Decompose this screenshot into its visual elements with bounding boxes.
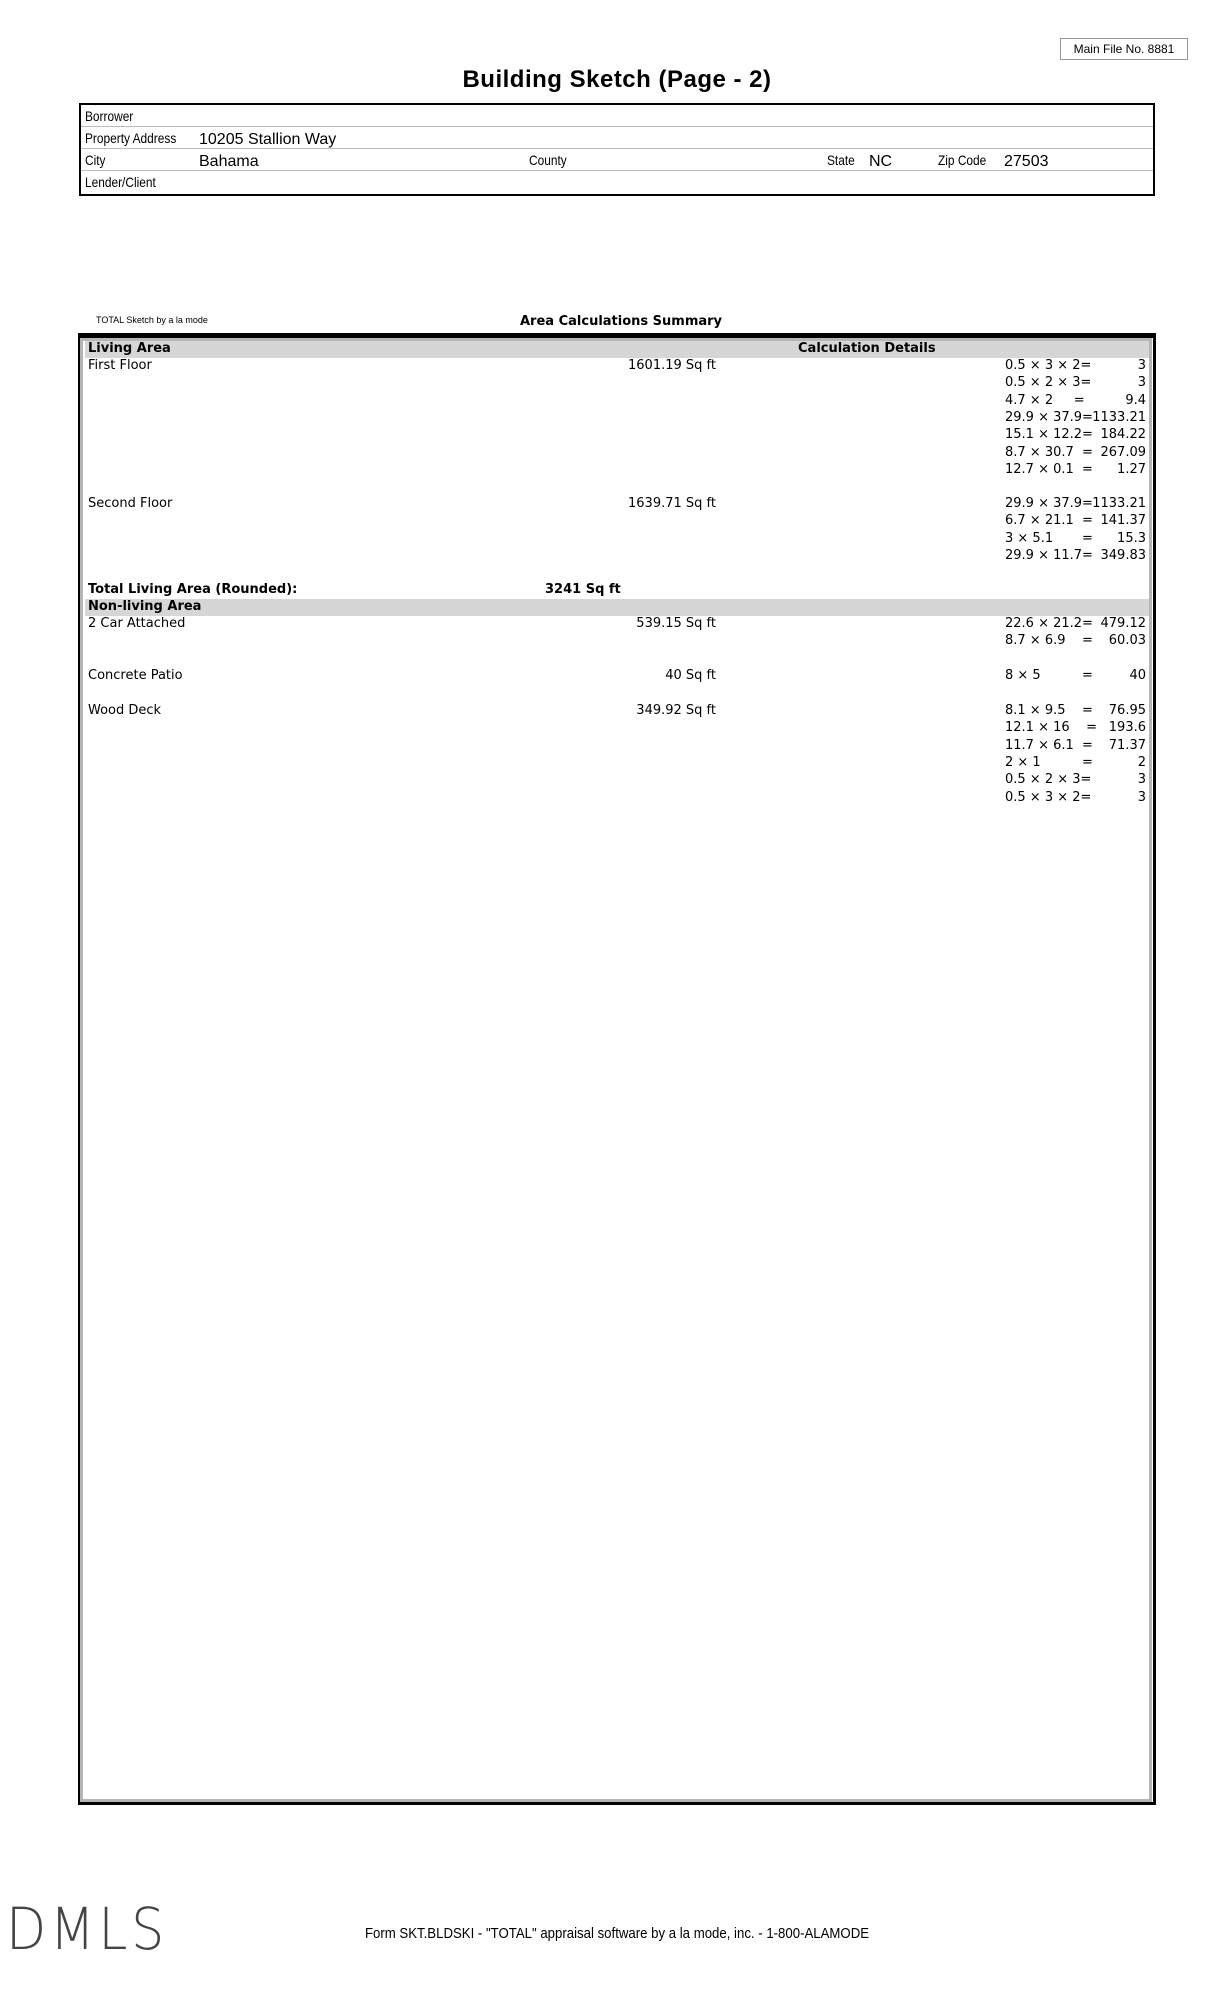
property-info-box <box>79 103 1155 196</box>
property-address-label: Property Address <box>85 130 177 146</box>
calc-expression: 12.7 × 0.1 = <box>1005 461 1093 477</box>
state-label: State <box>827 152 855 168</box>
calc-result: 3 <box>1137 358 1146 373</box>
living-area-label: Living Area <box>88 341 171 356</box>
summary-inner-frame <box>80 338 1152 1802</box>
dmls-logo: DMLS <box>6 1895 168 1963</box>
lender-row <box>81 171 1153 193</box>
calc-expression: 3 × 5.1 = <box>1005 530 1093 546</box>
area-entry-value: 539.15 Sq ft <box>636 616 716 631</box>
calc-expression: 29.9 × 37.9= <box>1005 496 1093 511</box>
borrower-label: Borrower <box>85 108 134 124</box>
calc-expression: 15.1 × 12.2= <box>1005 427 1093 443</box>
living-area-header <box>85 341 1149 358</box>
calc-result: 3 <box>1137 375 1146 391</box>
total-living-row <box>85 582 1149 599</box>
property-address-row <box>81 127 1153 149</box>
calculation-details-label: Calculation Details <box>798 341 936 356</box>
calc-result: 3 <box>1137 772 1146 788</box>
calc-expression: 29.9 × 37.9= <box>1005 409 1093 425</box>
calc-expression: 8.7 × 30.7 = <box>1005 444 1093 460</box>
area-entry-value: 1639.71 Sq ft <box>628 496 716 511</box>
zip-code-label: Zip Code <box>938 152 987 168</box>
borrower-row <box>81 105 1153 127</box>
calc-expression: 0.5 × 3 × 2= <box>1005 789 1092 805</box>
calc-expression: 8.1 × 9.5 = <box>1005 703 1093 718</box>
calc-result: 1.27 <box>1117 461 1146 477</box>
main-file-number: Main File No. 8881 <box>1060 38 1188 60</box>
area-entry-name: Wood Deck <box>88 703 162 718</box>
lender-label: Lender/Client <box>85 174 156 190</box>
area-entry-value: 1601.19 Sq ft <box>628 358 716 373</box>
calc-expression: 2 × 1 = <box>1005 754 1093 770</box>
calc-result: 71.37 <box>1108 737 1146 753</box>
city-row <box>81 149 1153 171</box>
zip-code-value: 27503 <box>1004 153 1049 170</box>
area-entry-value: 349.92 Sq ft <box>636 703 716 718</box>
calc-result: 15.3 <box>1117 530 1146 546</box>
form-footer: Form SKT.BLDSKI - "TOTAL" appraisal software by a la mode, inc. - 1-800-ALAMODE <box>364 1925 870 1942</box>
area-summary-title: Area Calculations Summary <box>520 314 723 329</box>
calc-result: 1133.21 <box>1092 496 1146 511</box>
calc-result: 9.4 <box>1125 392 1146 408</box>
calc-expression: 11.7 × 6.1 = <box>1005 737 1093 753</box>
total-living-value: 3241 Sq ft <box>545 582 621 597</box>
state-value: NC <box>869 153 893 170</box>
calc-result: 184.22 <box>1100 427 1146 443</box>
calc-result: 40 <box>1129 668 1146 683</box>
calc-expression: 29.9 × 11.7= <box>1005 547 1093 563</box>
area-entry-value: 40 Sq ft <box>665 668 716 683</box>
calc-result: 479.12 <box>1100 616 1146 631</box>
area-entry-name: 2 Car Attached <box>88 616 186 631</box>
county-label: County <box>529 152 567 168</box>
city-value: Bahama <box>199 153 259 170</box>
calc-result: 349.83 <box>1100 547 1146 563</box>
calc-result: 141.37 <box>1100 513 1146 529</box>
calc-result: 3 <box>1137 789 1146 805</box>
calc-result: 1133.21 <box>1092 409 1146 425</box>
calc-expression: 12.1 × 16 = <box>1005 720 1098 736</box>
city-label: City <box>85 152 106 168</box>
calc-result: 60.03 <box>1108 633 1146 649</box>
total-living-label: Total Living Area (Rounded): <box>88 582 298 597</box>
non-living-area-header <box>85 599 1149 616</box>
page-title: Building Sketch (Page - 2) <box>462 66 772 93</box>
calc-expression: 22.6 × 21.2= <box>1005 616 1093 631</box>
calc-expression: 8.7 × 6.9 = <box>1005 633 1093 649</box>
calc-expression: 0.5 × 3 × 2= <box>1005 358 1092 373</box>
area-entry-name: Concrete Patio <box>88 668 183 683</box>
sketch-software-note: TOTAL Sketch by a la mode <box>96 315 208 325</box>
calc-result: 2 <box>1137 754 1146 770</box>
area-entry-name: First Floor <box>88 358 152 373</box>
calc-result: 267.09 <box>1100 444 1146 460</box>
calc-result: 193.6 <box>1108 720 1146 736</box>
calc-expression: 0.5 × 2 × 3= <box>1005 375 1092 391</box>
calc-expression: 0.5 × 2 × 3= <box>1005 772 1092 788</box>
property-address-value: 10205 Stallion Way <box>199 131 337 148</box>
non-living-area-label: Non-living Area <box>88 599 202 614</box>
area-entry-name: Second Floor <box>88 496 173 511</box>
calc-expression: 8 × 5 = <box>1005 668 1093 683</box>
calc-expression: 4.7 × 2 = <box>1005 392 1085 408</box>
calc-result: 76.95 <box>1108 703 1146 718</box>
calc-expression: 6.7 × 21.1 = <box>1005 513 1093 529</box>
